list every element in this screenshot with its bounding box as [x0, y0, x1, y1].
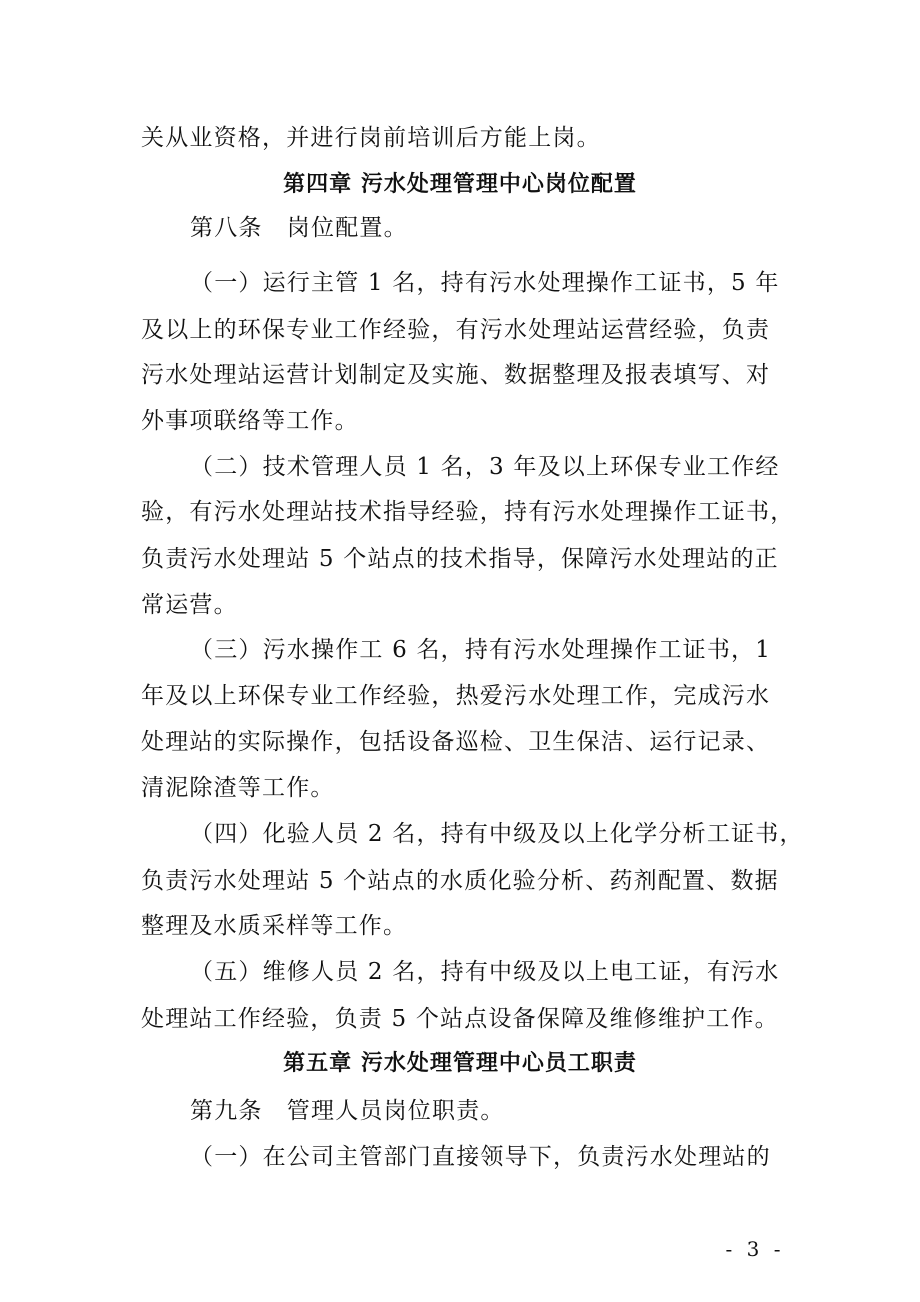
text-line: 处理站的实际操作，包括设备巡检、卫生保洁、运行记录、: [141, 729, 771, 755]
text-line: （五）维修人员 2 名，持有中级及以上电工证，有污水: [190, 959, 780, 985]
text-line: 外事项联络等工作。: [141, 408, 359, 434]
text-line: 清泥除渣等工作。: [141, 775, 335, 801]
text-line: 验，有污水处理站技术指导经验，持有污水处理操作工证书，: [141, 499, 795, 525]
chapter-heading: 第五章 污水处理管理中心员工职责: [283, 1051, 637, 1076]
text-line: （四）化验人员 2 名，持有中级及以上化学分析工证书，: [190, 821, 804, 847]
text-line: 负责污水处理站 5 个站点的技术指导，保障污水处理站的正: [141, 546, 779, 572]
article-title: 第八条 岗位配置。: [190, 215, 408, 241]
text-line: 常运营。: [141, 592, 238, 618]
text-line: （二）技术管理人员 1 名，3 年及以上环保专业工作经: [190, 454, 780, 480]
text-line: （一）在公司主管部门直接领导下，负责污水处理站的: [190, 1144, 771, 1170]
text-line: 负责污水处理站 5 个站点的水质化验分析、药剂配置、数据: [141, 868, 779, 894]
text-line: 及以上的环保专业工作经验，有污水处理站运营经验，负责: [141, 317, 771, 343]
text-line: 污水处理站运营计划制定及实施、数据整理及报表填写、对: [141, 362, 771, 388]
article-title: 第九条 管理人员岗位职责。: [190, 1098, 505, 1124]
text-line: 处理站工作经验，负责 5 个站点设备保障及维修维护工作。: [141, 1006, 779, 1032]
text-line: 关从业资格，并进行岗前培训后方能上岗。: [141, 125, 601, 151]
page-number: - 3 -: [725, 1237, 785, 1261]
text-line: 年及以上环保专业工作经验，热爱污水处理工作，完成污水: [141, 683, 771, 709]
text-line: 整理及水质采样等工作。: [141, 913, 408, 939]
chapter-heading: 第四章 污水处理管理中心岗位配置: [283, 172, 637, 197]
text-line: （三）污水操作工 6 名，持有污水处理操作工证书，1: [190, 637, 772, 663]
text-line: （一）运行主管 1 名，持有污水处理操作工证书，5 年: [190, 270, 780, 296]
